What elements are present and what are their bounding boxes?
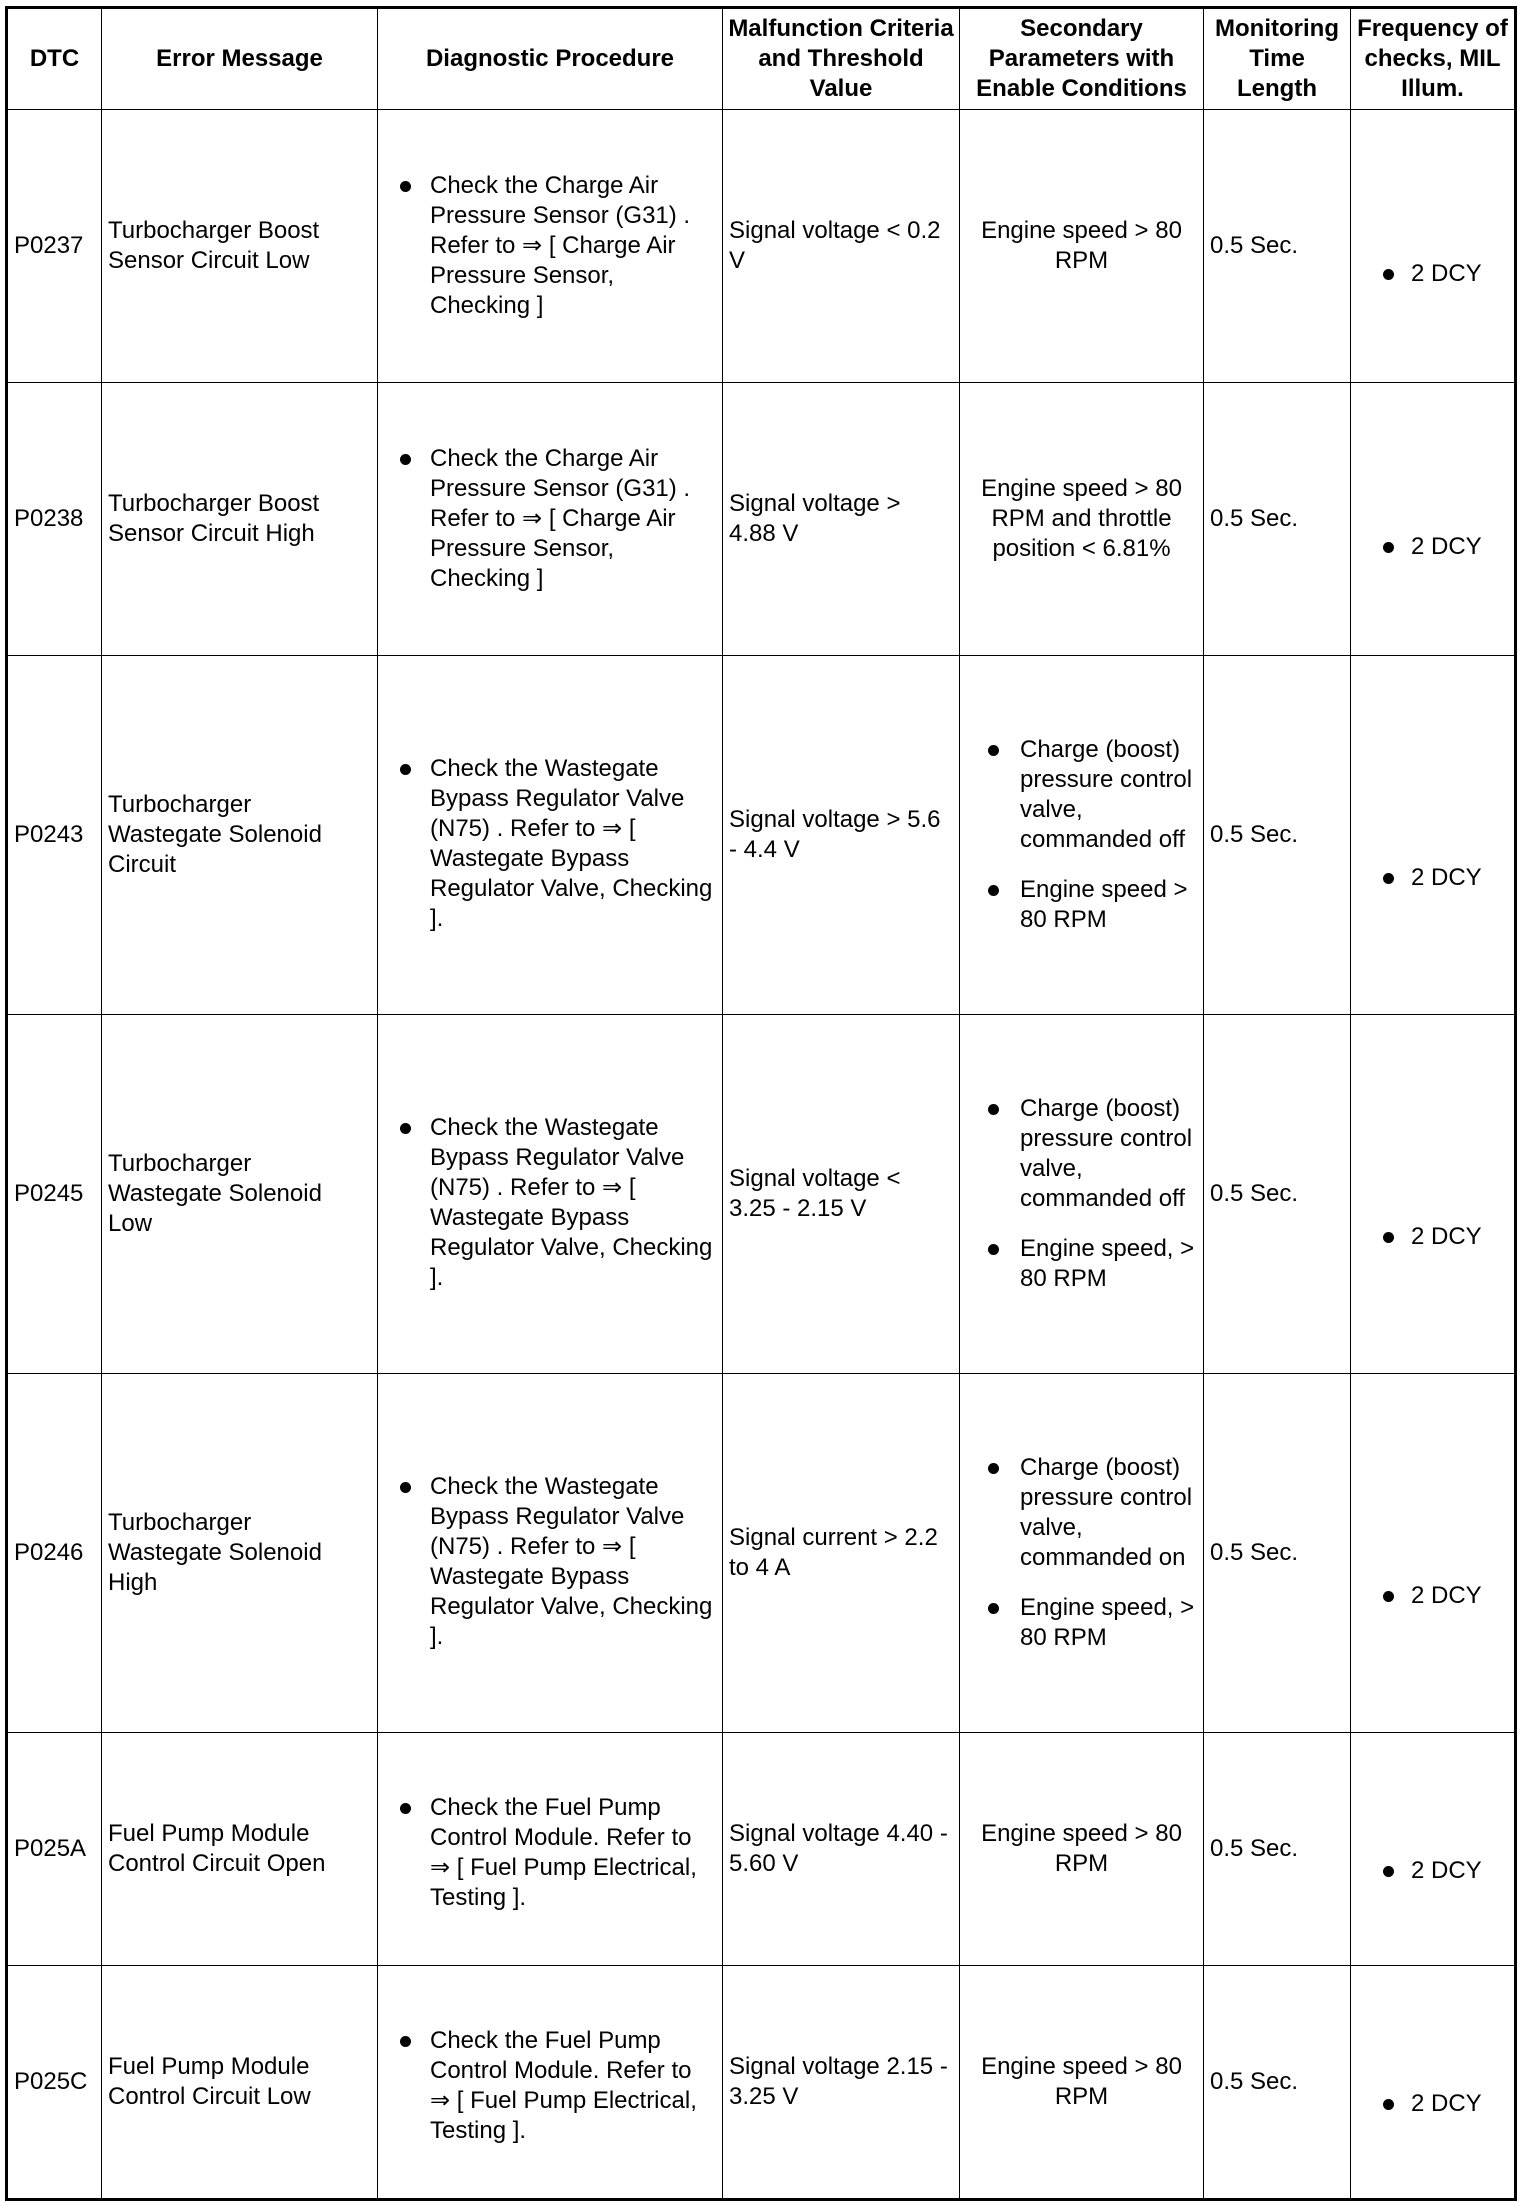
diagnostic-procedure (378, 1966, 723, 2200)
malfunction-criteria: Signal current > 2.2 to 4 A (723, 1374, 960, 1733)
table-row (7, 110, 1516, 383)
secondary-parameter: Charge (boost) pressure control valve, commanded off (966, 735, 1197, 855)
malfunction-criteria: Signal voltage < 3.25 - 2.15 V (723, 1015, 960, 1374)
malfunction-criteria: Signal voltage 2.15 - 3.25 V (723, 1966, 960, 2200)
header-monitoring-time: Monitoring Time Length (1204, 8, 1351, 110)
procedure-item: Check the Charge Air Pressure Sensor (G31) . Refer to ⇒ [ Charge Air Pressure Sensor, Checking ] (384, 444, 716, 594)
frequency-cell (1351, 1374, 1516, 1733)
secondary-parameter: Engine speed > 80 RPM (960, 1733, 1204, 1966)
procedure-item: Check the Wastegate Bypass Regulator Valve (N75) . Refer to ⇒ [ Wastegate Bypass Regulator Valve, Checking ]. (384, 1113, 716, 1293)
header-error-message: Error Message (102, 8, 378, 110)
header-dtc: DTC (7, 8, 102, 110)
diagnostic-procedure (378, 1733, 723, 1966)
frequency-item: 2 DCY (1357, 532, 1508, 562)
table-row (7, 1374, 1516, 1733)
table-row (7, 383, 1516, 656)
dtc-code: P0238 (7, 383, 102, 656)
secondary-parameters (960, 656, 1204, 1015)
frequency-cell (1351, 1015, 1516, 1374)
header-row (7, 8, 1516, 110)
secondary-parameter: Charge (boost) pressure control valve, commanded on (966, 1453, 1197, 1573)
dtc-code: P025C (7, 1966, 102, 2200)
secondary-parameter: Engine speed, > 80 RPM (966, 1234, 1197, 1294)
frequency-item: 2 DCY (1357, 2089, 1508, 2119)
dtc-code: P0246 (7, 1374, 102, 1733)
monitoring-time: 0.5 Sec. (1204, 110, 1351, 383)
secondary-parameter: Engine speed, > 80 RPM (966, 1593, 1197, 1653)
frequency-cell (1351, 656, 1516, 1015)
dtc-code: P025A (7, 1733, 102, 1966)
frequency-cell (1351, 383, 1516, 656)
dtc-table (5, 6, 1517, 2201)
monitoring-time: 0.5 Sec. (1204, 383, 1351, 656)
frequency-item: 2 DCY (1357, 1581, 1508, 1611)
frequency-item: 2 DCY (1357, 863, 1508, 893)
frequency-cell (1351, 110, 1516, 383)
malfunction-criteria: Signal voltage > 4.88 V (723, 383, 960, 656)
procedure-item: Check the Charge Air Pressure Sensor (G31) . Refer to ⇒ [ Charge Air Pressure Sensor, Checking ] (384, 171, 716, 321)
dtc-code: P0243 (7, 656, 102, 1015)
error-message: Turbocharger Wastegate Solenoid Circuit (102, 656, 378, 1015)
frequency-cell (1351, 1733, 1516, 1966)
error-message: Turbocharger Wastegate Solenoid Low (102, 1015, 378, 1374)
error-message: Turbocharger Boost Sensor Circuit High (102, 383, 378, 656)
secondary-parameter: Engine speed > 80 RPM (960, 1966, 1204, 2200)
header-secondary-parameters: Secondary Parameters with Enable Conditions (960, 8, 1204, 110)
table-row (7, 1015, 1516, 1374)
monitoring-time: 0.5 Sec. (1204, 1966, 1351, 2200)
header-frequency: Frequency of checks, MIL Illum. (1351, 8, 1516, 110)
secondary-parameter: Charge (boost) pressure control valve, commanded off (966, 1094, 1197, 1214)
diagnostic-procedure (378, 1015, 723, 1374)
malfunction-criteria: Signal voltage > 5.6 - 4.4 V (723, 656, 960, 1015)
procedure-item: Check the Wastegate Bypass Regulator Valve (N75) . Refer to ⇒ [ Wastegate Bypass Regulator Valve, Checking ]. (384, 1472, 716, 1652)
secondary-parameter: Engine speed > 80 RPM and throttle position < 6.81% (960, 383, 1204, 656)
procedure-item: Check the Wastegate Bypass Regulator Valve (N75) . Refer to ⇒ [ Wastegate Bypass Regulator Valve, Checking ]. (384, 754, 716, 934)
table-row (7, 656, 1516, 1015)
secondary-parameters (960, 1374, 1204, 1733)
frequency-item: 2 DCY (1357, 259, 1508, 289)
error-message: Turbocharger Wastegate Solenoid High (102, 1374, 378, 1733)
header-malfunction-criteria: Malfunction Criteria and Threshold Value (723, 8, 960, 110)
monitoring-time: 0.5 Sec. (1204, 1015, 1351, 1374)
error-message: Fuel Pump Module Control Circuit Low (102, 1966, 378, 2200)
procedure-item: Check the Fuel Pump Control Module. Refer to ⇒ [ Fuel Pump Electrical, Testing ]. (384, 2026, 716, 2146)
procedure-item: Check the Fuel Pump Control Module. Refer to ⇒ [ Fuel Pump Electrical, Testing ]. (384, 1793, 716, 1913)
secondary-parameter: Engine speed > 80 RPM (966, 875, 1197, 935)
dtc-code: P0237 (7, 110, 102, 383)
table-row (7, 1966, 1516, 2200)
table-row (7, 1733, 1516, 1966)
frequency-cell (1351, 1966, 1516, 2200)
diagnostic-procedure (378, 110, 723, 383)
monitoring-time: 0.5 Sec. (1204, 1733, 1351, 1966)
frequency-item: 2 DCY (1357, 1222, 1508, 1252)
malfunction-criteria: Signal voltage < 0.2 V (723, 110, 960, 383)
error-message: Fuel Pump Module Control Circuit Open (102, 1733, 378, 1966)
secondary-parameters (960, 1015, 1204, 1374)
diagnostic-procedure (378, 383, 723, 656)
diagnostic-procedure (378, 1374, 723, 1733)
malfunction-criteria: Signal voltage 4.40 - 5.60 V (723, 1733, 960, 1966)
frequency-item: 2 DCY (1357, 1856, 1508, 1886)
monitoring-time: 0.5 Sec. (1204, 1374, 1351, 1733)
diagnostic-procedure (378, 656, 723, 1015)
header-diagnostic-procedure: Diagnostic Procedure (378, 8, 723, 110)
error-message: Turbocharger Boost Sensor Circuit Low (102, 110, 378, 383)
dtc-code: P0245 (7, 1015, 102, 1374)
monitoring-time: 0.5 Sec. (1204, 656, 1351, 1015)
secondary-parameter: Engine speed > 80 RPM (960, 110, 1204, 383)
